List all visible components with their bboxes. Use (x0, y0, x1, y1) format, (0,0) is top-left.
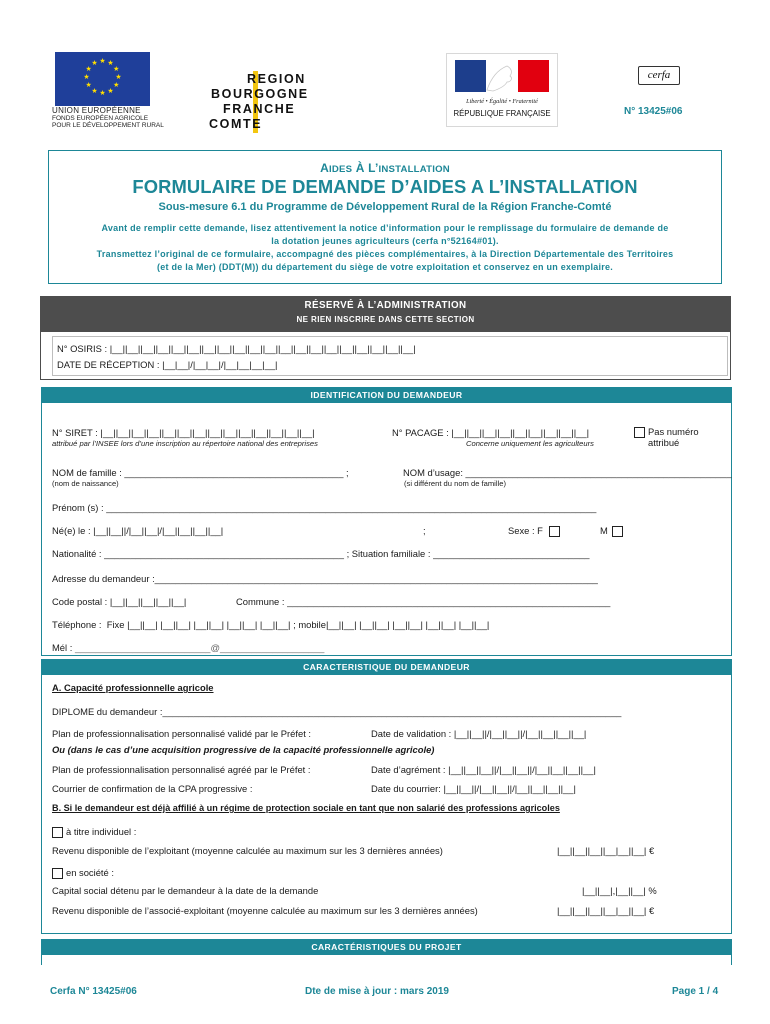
titre-individuel-checkbox[interactable] (52, 827, 63, 838)
svg-text:★: ★ (99, 57, 106, 65)
capital-social-boxes[interactable]: |__||__|,|__||__| % (582, 885, 657, 896)
region-logo-line2: BOURGOGNE (211, 87, 309, 101)
caracteristique-header: CARACTERISTIQUE DU DEMANDEUR (41, 659, 732, 675)
en-societe-checkbox[interactable] (52, 868, 63, 879)
diplome-line: ________________________________________________________________________________________ (162, 706, 622, 717)
svg-text:★: ★ (113, 81, 120, 90)
nom-usage-line: ___________________________________________________ (465, 467, 732, 478)
revenu-exploitant-boxes[interactable]: |__||__||__||__|__||__| € (557, 845, 655, 856)
nom-famille-line: __________________________________________ ; (124, 467, 349, 478)
notice-line4: (et de la Mer) (DDT(M)) du département du siège de votre exploitation et conservez en un exemplaire. (156, 262, 614, 272)
prenom-label: Prénom (s) : (52, 502, 104, 513)
svg-text:★: ★ (83, 73, 90, 81)
email-label: Mél : (52, 642, 73, 653)
eu-flag-logo (55, 52, 150, 106)
sexe-m-checkbox[interactable] (612, 526, 623, 537)
date-courrier-label: Date du courrier: (371, 783, 441, 794)
region-logo-line1: REGION (247, 72, 306, 86)
osiris-field[interactable] (57, 343, 416, 354)
sexe-f-label: Sexe : F (508, 525, 543, 536)
code-postal-label: Code postal : (52, 596, 108, 607)
date-courrier-boxes: |__||__||/|__||__||/|__||__||__||__| (443, 783, 576, 794)
prenom-line: ______________________________________________________________________________________________ (106, 502, 597, 513)
diplome-field[interactable] (52, 706, 621, 717)
date-courrier-field[interactable] (371, 783, 576, 794)
mobile-boxes: |__||__| |__||__| |__||__| |__||__| |__||__| (325, 619, 490, 630)
eu-logo-line2: FONDS EUROPÉEN AGRICOLE (52, 114, 149, 122)
osiris-label: N° OSIRIS : (57, 343, 108, 354)
revenu-associe-boxes[interactable]: |__||__||__||__|__||__| € (557, 905, 655, 916)
no-number-label-2: attribué (648, 437, 680, 448)
nom-famille-field[interactable] (52, 467, 349, 478)
region-logo-line4: COMTE (209, 117, 263, 131)
fixe-boxes: |__||__| |__||__| |__||__| |__||__| |__||__| ; (127, 619, 296, 630)
republique-francaise-logo (446, 53, 558, 127)
kicker-cap-a: A (320, 161, 329, 175)
kicker-quote: ’ (375, 161, 379, 175)
telephone-label: Téléphone : (52, 619, 102, 630)
date-validation-label: Date de validation : (371, 728, 452, 739)
nom-usage-field[interactable] (403, 467, 731, 478)
admin-inner-frame (52, 336, 728, 376)
svg-text:★: ★ (113, 64, 120, 73)
code-postal-field[interactable] (52, 596, 186, 607)
pacage-field[interactable] (392, 427, 589, 438)
courrier-cpa-label: Courrier de confirmation de la CPA progressive : (52, 783, 253, 794)
diplome-label: DIPLOME du demandeur : (52, 706, 163, 717)
revenu-associe-label: Revenu disponible de l’associé-exploitant (moyenne calculée au maximum sur les 3 dernières années) (52, 905, 478, 916)
date-validation-boxes: |__||__||/|__||__||/|__||__||__||__| (453, 728, 587, 739)
pacage-boxes: |__||__||__||__||__||__||__||__||__| (451, 427, 590, 438)
nom-famille-hint: (nom de naissance) (52, 479, 119, 488)
form-main-title: FORMULAIRE DE DEMANDE D’AIDES A L’INSTALLATION (132, 176, 638, 197)
svg-text:★: ★ (91, 59, 98, 67)
mobile-label: mobile (298, 619, 326, 630)
sexe-m-label: M (600, 525, 608, 536)
kicker-part2: À L (352, 161, 375, 175)
eu-logo-line3: POUR LE DÉVELOPPEMENT RURAL (52, 122, 164, 129)
adresse-label: Adresse du demandeur : (52, 573, 155, 584)
date-validation-field[interactable] (371, 728, 586, 739)
commune-field[interactable] (236, 596, 610, 607)
republic-name: RÉPUBLIQUE FRANÇAISE (453, 109, 551, 118)
adresse-field[interactable] (52, 573, 598, 584)
nom-usage-hint: (si différent du nom de famille) (404, 479, 507, 488)
footer-page: Page 1 / 4 (672, 986, 719, 997)
kicker-part1: IDES (328, 164, 353, 175)
region-logo-line3: FRANCHE (223, 102, 296, 116)
en-societe-label: en société : (66, 867, 114, 878)
identification-header: IDENTIFICATION DU DEMANDEUR (41, 387, 732, 403)
osiris-boxes: |__||__||__||__||__||__||__||__||__||__||__||__||__||__||__||__||__||__||__||__| (109, 343, 416, 354)
capital-social-label: Capital social détenu par le demandeur à la date de la demande (52, 885, 319, 896)
republic-motto: Liberté • Égalité • Fraternité (466, 98, 538, 105)
eu-stars-icon (55, 52, 150, 106)
situation-label: Situation familiale : (351, 548, 431, 559)
birth-date-label: Né(e) le : (52, 525, 91, 536)
fixe-label: Fixe (106, 619, 125, 630)
notice-line1: Avant de remplir cette demande, lisez attentivement la notice d’information pour le remplissage du formulaire de demande de (101, 223, 669, 233)
email-line: __________________________@____________________ (74, 642, 325, 653)
eu-logo-line1: UNION EUROPÉENNE (52, 106, 141, 115)
cerfa-logo: cerfa (638, 66, 680, 85)
form-subtitle: Sous-mesure 6.1 du Programme de Développement Rural de la Région Franche-Comté (158, 201, 612, 213)
notice-line2: la dotation jeunes agriculteurs (cerfa n°52164#01). (271, 236, 499, 246)
nom-famille-label: NOM de famille : (52, 467, 122, 478)
svg-text:★: ★ (107, 87, 114, 95)
commune-label: Commune : (236, 596, 285, 607)
siret-field[interactable] (52, 427, 315, 438)
admin-subheading: NE RIEN INSCRIRE DANS CETTE SECTION (296, 315, 475, 324)
situation-line: ______________________________ (433, 548, 590, 559)
notice-line3: Transmettez l’original de ce formulaire, accompagné des pièces complémentaires, à la Direction Départementale des Territoires (96, 249, 674, 259)
footer-date: Dte de mise à jour : mars 2019 (305, 986, 449, 997)
date-agrement-label: Date d’agrément : (371, 764, 446, 775)
ppp-agree-label: Plan de professionnalisation personnalisé agréé par le Préfet : (52, 764, 311, 775)
sexe-f-checkbox[interactable] (549, 526, 560, 537)
siret-label: N° SIRET : (52, 427, 98, 438)
region-logo (211, 68, 336, 133)
no-number-checkbox[interactable] (634, 427, 645, 438)
svg-text:★: ★ (115, 73, 122, 81)
marianne-icon (447, 56, 557, 98)
ppp-valide-label: Plan de professionnalisation personnalisé validé par le Préfet : (52, 728, 312, 739)
pacage-hint: Concerne uniquement les agriculteurs (466, 439, 594, 448)
prenom-field[interactable] (52, 502, 596, 513)
nationalite-line: ______________________________________________ ; (104, 548, 350, 559)
form-notice (51, 222, 719, 274)
projet-frame (41, 955, 732, 965)
date-agrement-boxes: |__||__||__||/|__||__||/|__||__||__||__| (448, 764, 596, 775)
projet-header: CARACTÉRISTIQUES DU PROJET (41, 939, 732, 955)
reception-date-field[interactable] (57, 359, 277, 370)
email-field[interactable] (52, 642, 324, 653)
eu-logo-caption (52, 107, 164, 130)
form-title-box (48, 150, 722, 284)
nom-usage-label: NOM d’usage: (403, 467, 463, 478)
section-a-title: A. Capacité professionnelle agricole (52, 682, 214, 693)
admin-heading: RÉSERVÉ À L’ADMINISTRATION (304, 300, 467, 311)
reception-label: DATE DE RÉCEPTION : (57, 359, 160, 370)
svg-text:★: ★ (85, 81, 92, 90)
birth-date-separator: ; (423, 525, 426, 536)
svg-text:★: ★ (91, 87, 98, 95)
code-postal-boxes: |__||__||__||__||__| (109, 596, 187, 607)
siret-hint: attribué par l’INSEE lors d’une inscription au répertoire national des entreprises (52, 439, 318, 448)
admin-section-header (40, 296, 731, 332)
date-agrement-field[interactable] (371, 764, 596, 775)
svg-text:★: ★ (99, 89, 106, 97)
telephone-field[interactable] (52, 619, 489, 630)
reception-boxes: |__|__|/|__|__|/|__|__|__|__| (162, 359, 278, 370)
footer-cerfa: Cerfa N° 13425#06 (50, 986, 137, 997)
birth-date-boxes: |__||__||/|__||__|/|__||__||__||__| (93, 525, 224, 536)
pacage-label: N° PACAGE : (392, 427, 449, 438)
siret-boxes: |__||__||__||__||__||__||__||__||__||__||__||__||__||__| (100, 427, 315, 438)
titre-individuel-label: à titre individuel : (66, 826, 137, 837)
commune-line: ______________________________________________________________ (287, 596, 611, 607)
nationalite-field[interactable] (52, 548, 590, 559)
cerfa-number: N° 13425#06 (624, 106, 683, 117)
adresse-line: _____________________________________________________________________________________ (154, 573, 598, 584)
svg-text:★: ★ (107, 59, 114, 67)
svg-text:★: ★ (85, 64, 92, 73)
form-kicker (49, 161, 721, 175)
nationalite-label: Nationalité : (52, 548, 102, 559)
no-number-label-1: Pas numéro (648, 426, 699, 437)
kicker-part3: INSTALLATION (378, 164, 450, 175)
progressive-note: Ou (dans le cas d’une acquisition progressive de la capacité professionnelle agricole) (52, 744, 435, 755)
birth-date-field[interactable] (52, 525, 223, 536)
revenu-exploitant-label: Revenu disponible de l’exploitant (moyenne calculée au maximum sur les 3 dernières années) (52, 845, 443, 856)
section-b-title: B. Si le demandeur est déjà affilié à un régime de protection sociale en tant que non salarié des professions agricoles (52, 803, 560, 813)
